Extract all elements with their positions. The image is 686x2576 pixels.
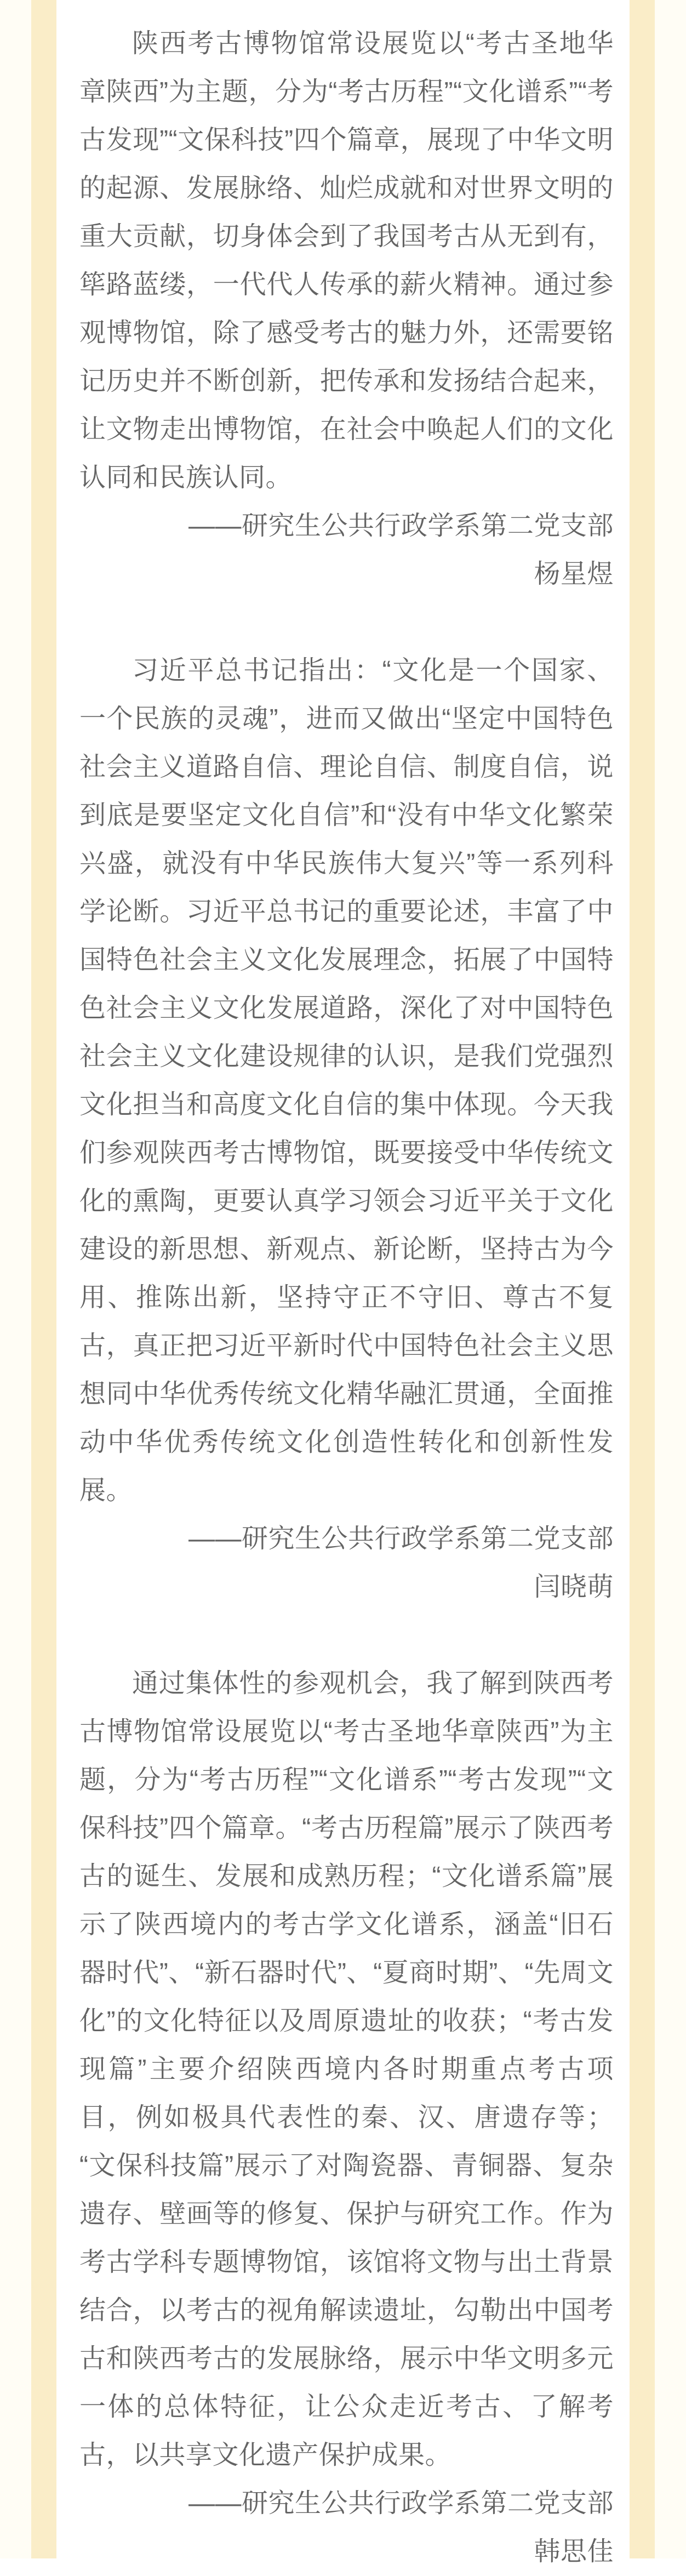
reflection-section-3 [79, 1660, 614, 2576]
signer-name: 闫晓萌 [534, 1572, 614, 1602]
reflection-section-1 [79, 20, 614, 599]
signer-name: 韩思佳 [534, 2537, 614, 2566]
reflection-paragraph: 通过集体性的参观机会，我了解到陕西考古博物馆常设展览以“考古圣地华章陕西”为主题，分为“考古历程”“文化谱系”“考古发现”“文保科技”四个篇章。“考古历程篇”展示了陕西考古的诞生、发展和成熟历程；“文化谱系篇”展示了陕西境内的考古学文化谱系，涵盖“旧石器时代”、“新石器时代”、“夏商时期”、“先周文化”的文化特征以及周原遗址的收获；“考古发现篇”主要介绍陕西境内各时期重点考古项目，例如极具代表性的秦、汉、唐遗存等；“文保科技篇”展示了对陶瓷器、青铜器、复杂遗存、壁画等的修复、保护与研究工作。作为考古学科专题博物馆，该馆将文物与出土背景结合，以考古的视角解读遗址，勾勒出中国考古和陕西考古的发展脉络，展示中华文明多元一体的总体特征，让公众走近考古、了解考古，以共享文化遗产保护成果。 [79, 1669, 614, 2470]
reflection-section-2 [79, 647, 614, 1611]
attribution-line: ——研究生公共行政学系第二党支部 [188, 2489, 614, 2518]
right-border-stripe [630, 0, 655, 2558]
article-content [79, 20, 614, 2576]
attribution-line: ——研究生公共行政学系第二党支部 [188, 511, 614, 540]
attribution-line: ——研究生公共行政学系第二党支部 [188, 1524, 614, 1553]
reflection-paragraph: 习近平总书记指出：“文化是一个国家、一个民族的灵魂”，进而又做出“坚定中国特色社会主义道路自信、理论自信、制度自信，说到底是要坚定文化自信”和“没有中华文化繁荣兴盛，就没有中华民族伟大复兴”等一系列科学论断。习近平总书记的重要论述，丰富了中国特色社会主义文化发展理念，拓展了中国特色社会主义文化发展道路，深化了对中国特色社会主义文化建设规律的认识，是我们党强烈文化担当和高度文化自信的集中体现。今天我们参观陕西考古博物馆，既要接受中华传统文化的熏陶，更要认真学习领会习近平关于文化建设的新思想、新观点、新论断，坚持古为今用、推陈出新，坚持守正不守旧、尊古不复古，真正把习近平新时代中国特色社会主义思想同中华优秀传统文化精华融汇贯通，全面推动中华优秀传统文化创造性转化和创新性发展。 [79, 656, 614, 1505]
left-border-stripe [31, 0, 56, 2558]
reflection-paragraph: 陕西考古博物馆常设展览以“考古圣地华章陕西”为主题，分为“考古历程”“文化谱系”“考古发现”“文保科技”四个篇章，展现了中华文明的起源、发展脉络、灿烂成就和对世界文明的重大贡献，切身体会到了我国考古从无到有，筚路蓝缕，一代代人传承的薪火精神。通过参观博物馆，除了感受考古的魅力外，还需要铭记历史并不断创新，把传承和发扬结合起来，让文物走出博物馆，在社会中唤起人们的文化认同和民族认同。 [79, 29, 614, 492]
signer-name: 杨星煜 [534, 560, 614, 589]
